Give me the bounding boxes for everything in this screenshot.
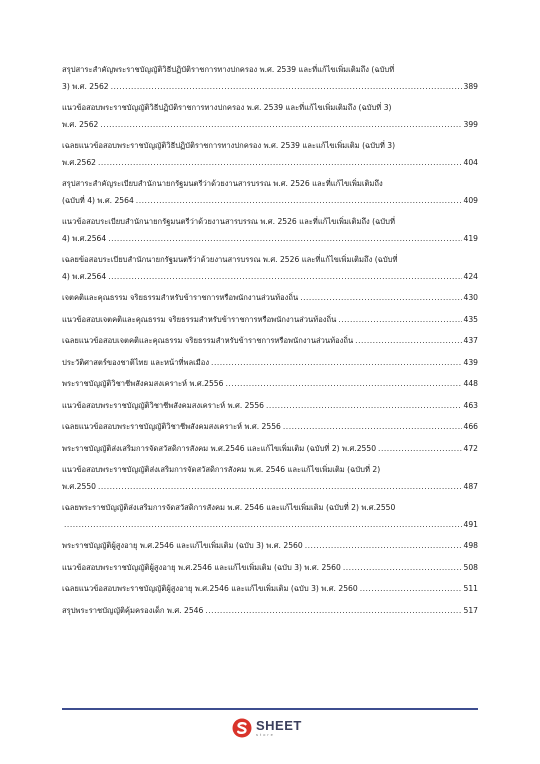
toc-entry-title: เฉลยแนวข้อสอบเจตคติและคุณธรรม จริยธรรมสำหรับข้าราชการหรือพนักงานส่วนท้องถิ่น <box>62 336 354 345</box>
toc-dot-leader <box>343 560 462 577</box>
toc-page-number: 517 <box>463 605 478 615</box>
toc-entry-title: พระราชบัญญัติวิชาชีพสังคมสงเคราะห์ พ.ศ.2556 <box>62 379 224 388</box>
toc-page-number: 404 <box>463 157 478 167</box>
toc-entry[interactable] <box>62 398 478 415</box>
toc-entry-final-line <box>62 376 478 393</box>
toc-entry[interactable] <box>62 560 478 577</box>
toc-entry-title: 3) พ.ศ. 2562 <box>62 81 109 91</box>
toc-entry-final-line <box>62 290 478 307</box>
toc-page-number: 463 <box>463 400 478 410</box>
toc-entry[interactable] <box>62 252 478 285</box>
toc-dot-leader <box>355 333 461 350</box>
toc-entry[interactable] <box>62 538 478 555</box>
toc-entry[interactable] <box>62 100 478 133</box>
toc-entry[interactable] <box>62 441 478 458</box>
toc-page-number: 487 <box>463 481 478 491</box>
toc-page-number: 508 <box>463 562 478 572</box>
toc-entry-final-line <box>62 479 478 496</box>
toc-entry-title-line: แนวข้อสอบพระราชบัญญัติส่งเสริมการจัดสวัสดิการสังคม พ.ศ. 2546 และแก้ไขเพิ่มเติม (ฉบับที่ 2) <box>62 465 381 474</box>
toc-entry[interactable] <box>62 462 478 495</box>
toc-page-number: 466 <box>463 422 478 431</box>
toc-entry-title: พ.ศ.2550 <box>62 481 96 491</box>
toc-entry-final-line <box>62 269 478 286</box>
toc-page-number: 435 <box>463 314 478 324</box>
toc-entry-final-line <box>62 441 478 458</box>
toc-entry-title: แนวข้อสอบเจตคติและคุณธรรม จริยธรรมสำหรับข้าราชการหรือพนักงานส่วนท้องถิ่น <box>62 314 337 324</box>
toc-entry[interactable] <box>62 290 478 307</box>
toc-entry-title-line: เฉลยแนวข้อสอบพระราชบัญญัติวิธีปฏิบัติราชการทางปกครอง พ.ศ. 2539 และแก้ไขเพิ่มเติม (ฉบับที่ 3) <box>62 141 396 150</box>
toc-entry-final-line <box>62 231 478 248</box>
toc-page-number: 430 <box>463 293 478 302</box>
toc-dot-leader <box>100 117 461 134</box>
footer-rule <box>62 708 478 710</box>
toc-page-number: 389 <box>463 81 478 91</box>
toc-dot-leader <box>266 398 462 415</box>
toc-entry-final-line <box>62 312 478 329</box>
toc-entry[interactable] <box>62 62 478 95</box>
toc-entry-final-line <box>62 333 478 350</box>
toc-page-number: 419 <box>463 233 478 243</box>
toc-dot-leader <box>205 603 461 620</box>
toc-entry-title-line: สรุปสาระสำคัญระเบียบสำนักนายกรัฐมนตรีว่าด้วยงานสารบรรณ พ.ศ. 2526 และที่แก้ไขเพิ่มเติมถึง <box>62 179 383 188</box>
toc-entry-title: เจตคติและคุณธรรม จริยธรรมสำหรับข้าราชการหรือพนักงานส่วนท้องถิ่น <box>62 293 299 302</box>
toc-entry-title: แนวข้อสอบพระราชบัญญัติวิชาชีพสังคมสงเคราะห์ พ.ศ. 2556 <box>62 400 264 410</box>
toc-dot-leader <box>108 269 461 286</box>
toc-page-number: 472 <box>463 443 478 453</box>
toc-entry[interactable] <box>62 312 478 329</box>
toc-entry-final-line <box>62 79 478 96</box>
logo-sub-text: store <box>256 732 275 737</box>
toc-dot-leader <box>64 517 462 534</box>
toc-page-number: 424 <box>463 271 478 281</box>
toc-page-number: 399 <box>463 119 478 129</box>
toc-dot-leader <box>136 193 462 210</box>
toc-entry-final-line <box>62 419 478 436</box>
toc-page-number: 491 <box>463 519 478 529</box>
toc-entry-final-line <box>62 398 478 415</box>
toc-dot-leader <box>283 419 462 436</box>
toc-entry[interactable] <box>62 376 478 393</box>
sheet-logo-icon <box>232 718 252 738</box>
toc-entry-title: สรุปพระราชบัญญัติคุ้มครองเด็ก พ.ศ. 2546 <box>62 605 204 615</box>
toc-entry-title-line: แนวข้อสอบพระราชบัญญัติวิธีปฏิบัติราชการทางปกครอง พ.ศ. 2539 และที่แก้ไขเพิ่มเติมถึง (ฉบับที่ 3) <box>62 103 392 112</box>
toc-entry-title: พ.ศ.2562 <box>62 157 96 167</box>
toc-entry-title: 4) พ.ศ.2564 <box>62 233 107 243</box>
toc-dot-leader <box>300 290 461 307</box>
toc-dot-leader <box>378 441 461 458</box>
toc-entry-title: 4) พ.ศ.2564 <box>62 271 107 281</box>
toc-page-number: 498 <box>463 541 478 550</box>
toc-dot-leader <box>108 231 461 248</box>
logo-brand-text: SHEET <box>256 718 302 733</box>
toc-entry-title: ประวัติศาสตร์ของชาติไทย และหน้าที่พลเมือง <box>62 357 210 367</box>
toc-entry-final-line <box>62 560 478 577</box>
toc-page-number: 511 <box>463 584 478 593</box>
toc-dot-leader <box>98 155 462 172</box>
toc-entry-final-line <box>62 355 478 372</box>
toc-page-number: 437 <box>463 336 478 345</box>
toc-entry-final-line <box>62 581 478 598</box>
sheet-store-logo <box>232 717 302 739</box>
toc-entry-title: แนวข้อสอบพระราชบัญญัติผู้สูงอายุ พ.ศ.2546 และแก้ไขเพิ่มเติม (ฉบับ 3) พ.ศ. 2560 <box>62 562 341 572</box>
toc-entry-title: (ฉบับที่ 4) พ.ศ. 2564 <box>62 195 134 205</box>
toc-entry-final-line <box>62 193 478 210</box>
toc-entry-final-line <box>62 603 478 620</box>
toc-dot-leader <box>111 79 462 96</box>
toc-entry-title-line: สรุปสาระสำคัญพระราชบัญญัติวิธีปฏิบัติราชการทางปกครอง พ.ศ. 2539 และที่แก้ไขเพิ่มเติมถึง (ฉบับที่ <box>62 65 395 74</box>
toc-entry-final-line <box>62 117 478 134</box>
toc-entry[interactable] <box>62 581 478 598</box>
toc-entry[interactable] <box>62 333 478 350</box>
toc-entry[interactable] <box>62 603 478 620</box>
toc-entry-final-line <box>62 517 478 534</box>
toc-page-number: 439 <box>463 357 478 367</box>
toc-entry-title: เฉลยแนวข้อสอบพระราชบัญญัติวิชาชีพสังคมสงเคราะห์ พ.ศ. 2556 <box>62 422 281 431</box>
toc-entry-title: พระราชบัญญัติส่งเสริมการจัดสวัสดิการสังคม พ.ศ.2546 และแก้ไขเพิ่มเติม (ฉบับที่ 2) พ.ศ.2550 <box>62 443 377 453</box>
toc-dot-leader <box>305 538 462 555</box>
toc-entry-title: เฉลยแนวข้อสอบพระราชบัญญัติผู้สูงอายุ พ.ศ.2546 และแก้ไขเพิ่มเติม (ฉบับ 3) พ.ศ. 2560 <box>62 584 358 593</box>
toc-page-number: 448 <box>463 379 478 388</box>
table-of-contents <box>62 62 478 624</box>
toc-entry[interactable] <box>62 214 478 247</box>
toc-entry[interactable] <box>62 138 478 171</box>
toc-dot-leader <box>225 376 461 393</box>
toc-entry-title: พ.ศ. 2562 <box>62 119 99 129</box>
toc-page-number: 409 <box>463 195 478 205</box>
toc-entry-final-line <box>62 155 478 172</box>
toc-entry-title-line: เฉลยข้อสอบระเบียบสำนักนายกรัฐมนตรีว่าด้วยงานสารบรรณ พ.ศ. 2526 และที่แก้ไขเพิ่มเติมถึง (ฉบับที่ <box>62 255 398 264</box>
toc-dot-leader <box>360 581 462 598</box>
toc-entry-title-line: เฉลยพระราชบัญญัติส่งเสริมการจัดสวัสดิการสังคม พ.ศ. 2546 และแก้ไขเพิ่มเติม (ฉบับที่ 2) พ.ศ.2550 <box>62 503 396 512</box>
toc-entry[interactable] <box>62 355 478 372</box>
toc-entry[interactable] <box>62 500 478 533</box>
toc-dot-leader <box>338 312 461 329</box>
toc-entry-title: พระราชบัญญัติผู้สูงอายุ พ.ศ.2546 และแก้ไขเพิ่มเติม (ฉบับ 3) พ.ศ. 2560 <box>62 541 303 550</box>
toc-entry[interactable] <box>62 419 478 436</box>
toc-entry[interactable] <box>62 176 478 209</box>
toc-dot-leader <box>211 355 461 372</box>
toc-dot-leader <box>98 479 462 496</box>
toc-entry-title-line: แนวข้อสอบระเบียบสำนักนายกรัฐมนตรีว่าด้วยงานสารบรรณ พ.ศ. 2526 และที่แก้ไขเพิ่มเติมถึง (ฉบับที่ <box>62 217 395 226</box>
toc-entry-final-line <box>62 538 478 555</box>
